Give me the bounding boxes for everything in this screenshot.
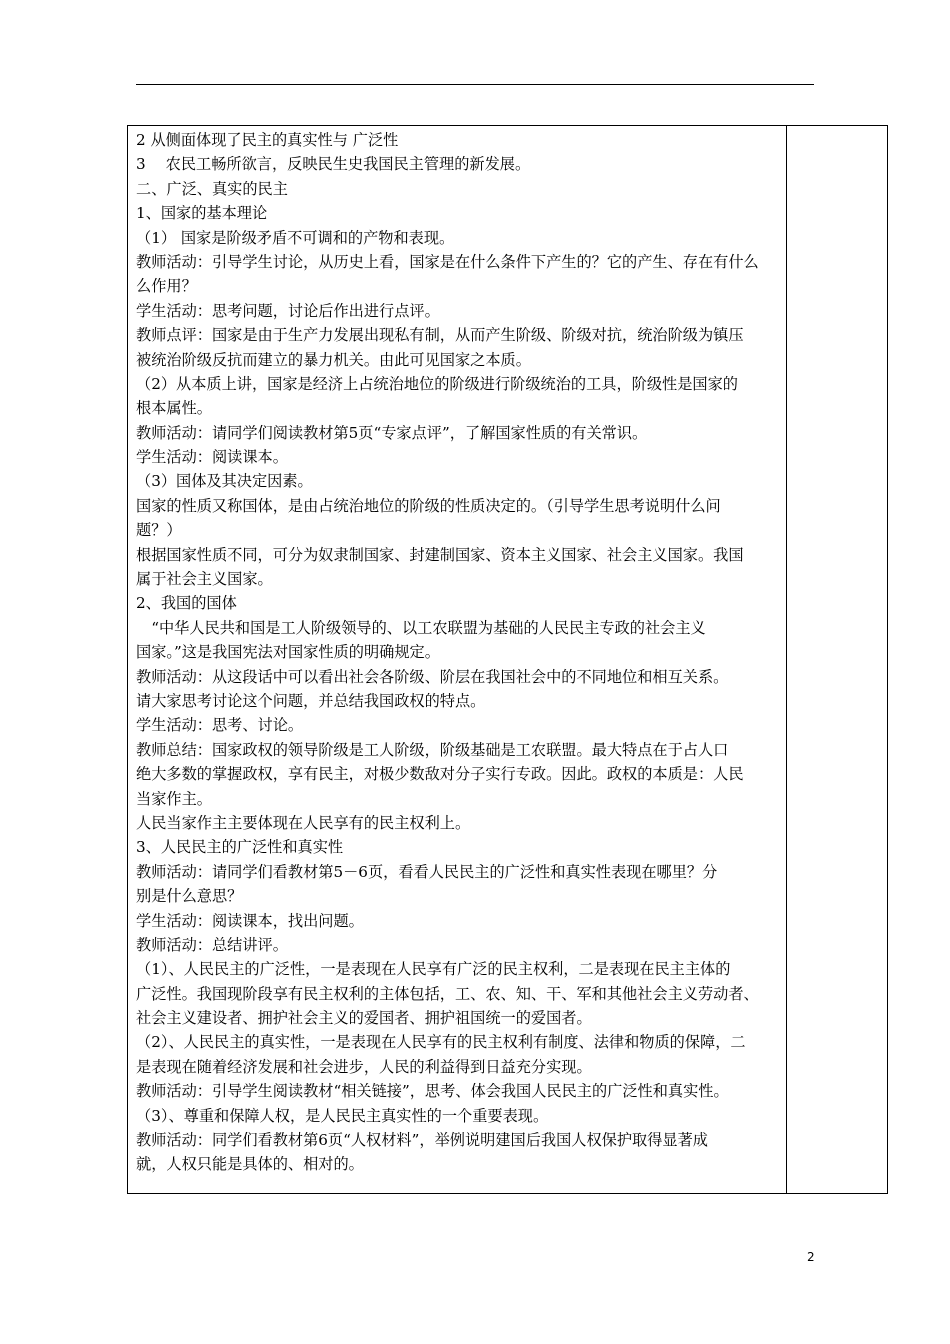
column-divider	[786, 126, 787, 1193]
content-line: （3）国体及其决定因素。	[136, 472, 313, 491]
content-line: （2）、人民民主的真实性，一是表现在人民享有的民主权利有制度、法律和物质的保障，二	[136, 1033, 746, 1052]
content-line: 教师活动：请同学们看教材第5－6页，看看人民民主的广泛性和真实性表现在哪里？分	[136, 862, 718, 881]
content-line: （1）、人民民主的广泛性，一是表现在人民享有广泛的民主权利，二是表现在民主主体的	[136, 960, 731, 979]
content-line: （3）、尊重和保障人权，是人民民主真实性的一个重要表现。	[136, 1106, 549, 1125]
content-line: 3、人民民主的广泛性和真实性	[136, 838, 344, 857]
content-line: 人民当家作主主要体现在人民享有的民主权利上。	[136, 813, 471, 832]
content-line: “中华人民共和国是工人阶级领导的、以工农联盟为基础的人民民主专政的社会主义	[136, 618, 706, 637]
content-line: 就，人权只能是具体的、相对的。	[136, 1155, 364, 1174]
content-line: 教师点评：国家是由于生产力发展出现私有制，从而产生阶级、阶级对抗，统治阶级为镇压	[136, 326, 744, 345]
content-line: 1、国家的基本理论	[136, 204, 268, 223]
content-line: 社会主义建设者、拥护社会主义的爱国者、拥护祖国统一的爱国者。	[136, 1009, 592, 1028]
content-line: 教师活动：请同学们阅读教材第5页“专家点评”，了解国家性质的有关常识。	[136, 423, 648, 442]
content-line: （1） 国家是阶级矛盾不可调和的产物和表现。	[136, 228, 455, 247]
content-line: 绝大多数的掌握政权，享有民主，对极少数敌对分子实行专政。因此。政权的本质是：人民	[136, 765, 744, 784]
content-line: 属于社会主义国家。	[136, 570, 273, 589]
content-line: 请大家思考讨论这个问题，并总结我国政权的特点。	[136, 691, 486, 710]
content-line: 2、我国的国体	[136, 594, 237, 613]
content-line: 广泛性。我国现阶段享有民主权利的主体包括，工、农、知、干、军和其他社会主义劳动者、	[136, 984, 759, 1003]
content-line: 教师活动：同学们看教材第6页“人权材料”，举例说明建国后我国人权保护取得显著成	[136, 1131, 708, 1150]
content-line: 国家。”这是我国宪法对国家性质的明确规定。	[136, 643, 440, 662]
content-line: 2 从侧面体现了民主的真实性与 广泛性	[136, 131, 399, 149]
content-line: 是表现在随着经济发展和社会进步，人民的利益得到日益充分实现。	[136, 1057, 592, 1076]
content-line: 教师活动：引导学生阅读教材“相关链接”，思考、体会我国人民民主的广泛性和真实性。	[136, 1082, 729, 1101]
content-line: 题？）	[136, 521, 182, 540]
content-line: 二、广泛、真实的民主	[136, 179, 288, 198]
content-line: 学生活动：阅读课本。	[136, 448, 288, 467]
content-line: 当家作主。	[136, 789, 212, 808]
content-line: 国家的性质又称国体，是由占统治地位的阶级的性质决定的。（引导学生思考说明什么问	[136, 496, 721, 515]
content-line: 教师活动：引导学生讨论，从历史上看，国家是在什么条件下产生的？它的产生、存在有什么	[136, 252, 759, 271]
content-line: 根本属性。	[136, 399, 212, 418]
content-line: 教师活动：从这段话中可以看出社会各阶级、阶层在我国社会中的不同地位和相互关系。	[136, 667, 729, 686]
content-line: 学生活动：思考、讨论。	[136, 716, 304, 735]
content-line: 被统治阶级反抗而建立的暴力机关。由此可见国家之本质。	[136, 350, 531, 369]
content-line: 别是什么意思？	[136, 887, 243, 906]
header-rule	[136, 84, 814, 85]
content-line: 根据国家性质不同，可分为奴隶制国家、封建制国家、资本主义国家、社会主义国家。我国	[136, 545, 744, 564]
content-line: 学生活动：思考问题，讨论后作出进行点评。	[136, 301, 440, 320]
content-line: （2）从本质上讲，国家是经济上占统治地位的阶级进行阶级统治的工具，阶级性是国家的	[136, 374, 738, 393]
content-line: 学生活动：阅读课本，找出问题。	[136, 911, 364, 930]
content-line: 3 农民工畅所欲言，反映民生史我国民主管理的新发展。	[136, 155, 531, 174]
content-line: 教师活动：总结讲评。	[136, 935, 288, 954]
content-line: 教师总结：国家政权的领导阶级是工人阶级，阶级基础是工农联盟。最大特点在于占人口	[136, 740, 729, 759]
page-number: 2	[807, 1250, 815, 1264]
lesson-table	[127, 125, 888, 1194]
content-line: 么作用？	[136, 277, 197, 296]
lesson-content-cell	[136, 128, 782, 1177]
